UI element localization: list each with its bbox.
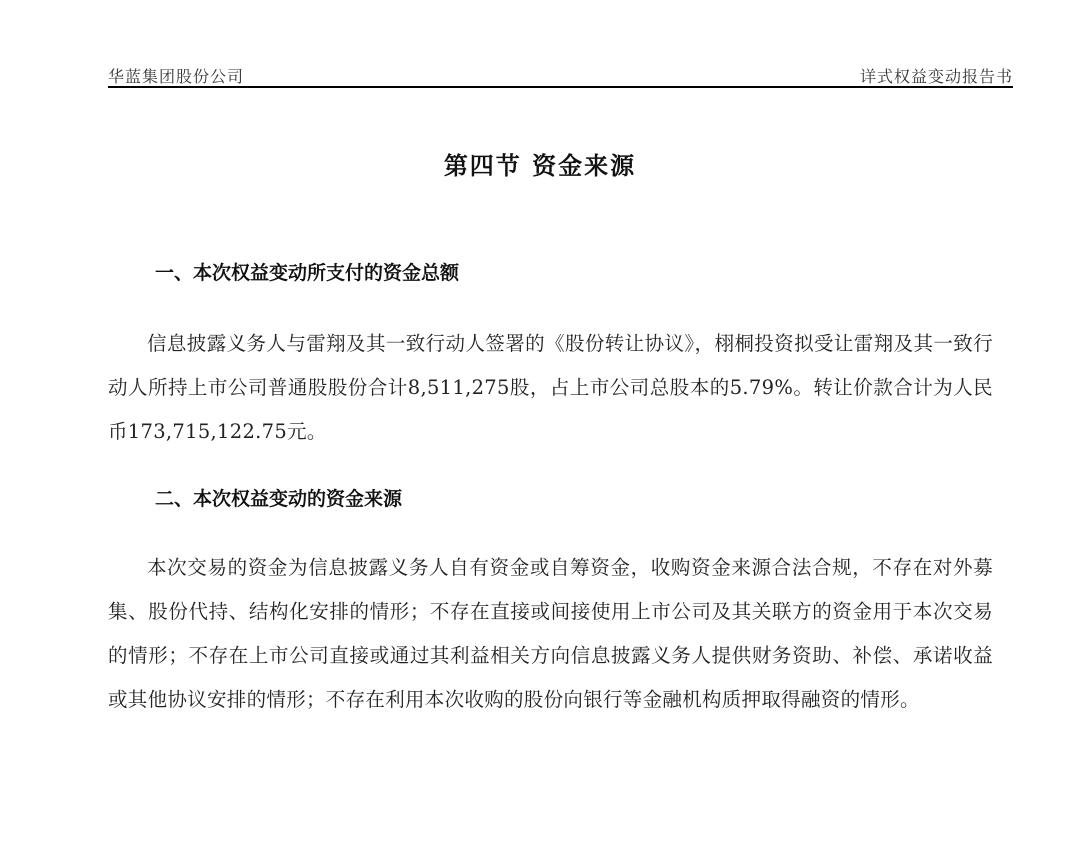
paragraph-total-funds: 信息披露义务人与雷翔及其一致行动人签署的《股份转让协议》，栩桐投资拟受让雷翔及其一致行动人所持上市公司普通股股份合计8,511,275股，占上市公司总股本的5.79%。转让价款合计为人民币173,715,122.75元。 bbox=[108, 332, 993, 443]
document-title: 详式权益变动报告书 bbox=[859, 67, 1013, 86]
heading-total-funds: 一、本次权益变动所支付的资金总额 bbox=[155, 262, 460, 284]
section-title: 第四节 资金来源 bbox=[443, 152, 637, 180]
heading-funding-source: 二、本次权益变动的资金来源 bbox=[155, 488, 403, 510]
paragraph-funding-source: 本次交易的资金为信息披露义务人自有资金或自筹资金，收购资金来源合法合规，不存在对外募集、股份代持、结构化安排的情形；不存在直接或间接使用上市公司及其关联方的资金用于本次交易的情形；不存在上市公司直接或通过其利益相关方向信息披露义务人提供财务资助、补偿、承诺收益或其他协议安排的情形；不存在利用本次收购的股份向银行等金融机构质押取得融资的情形。 bbox=[108, 556, 993, 711]
page-header bbox=[108, 60, 1013, 88]
company-name: 华蓝集团股份公司 bbox=[108, 67, 245, 86]
